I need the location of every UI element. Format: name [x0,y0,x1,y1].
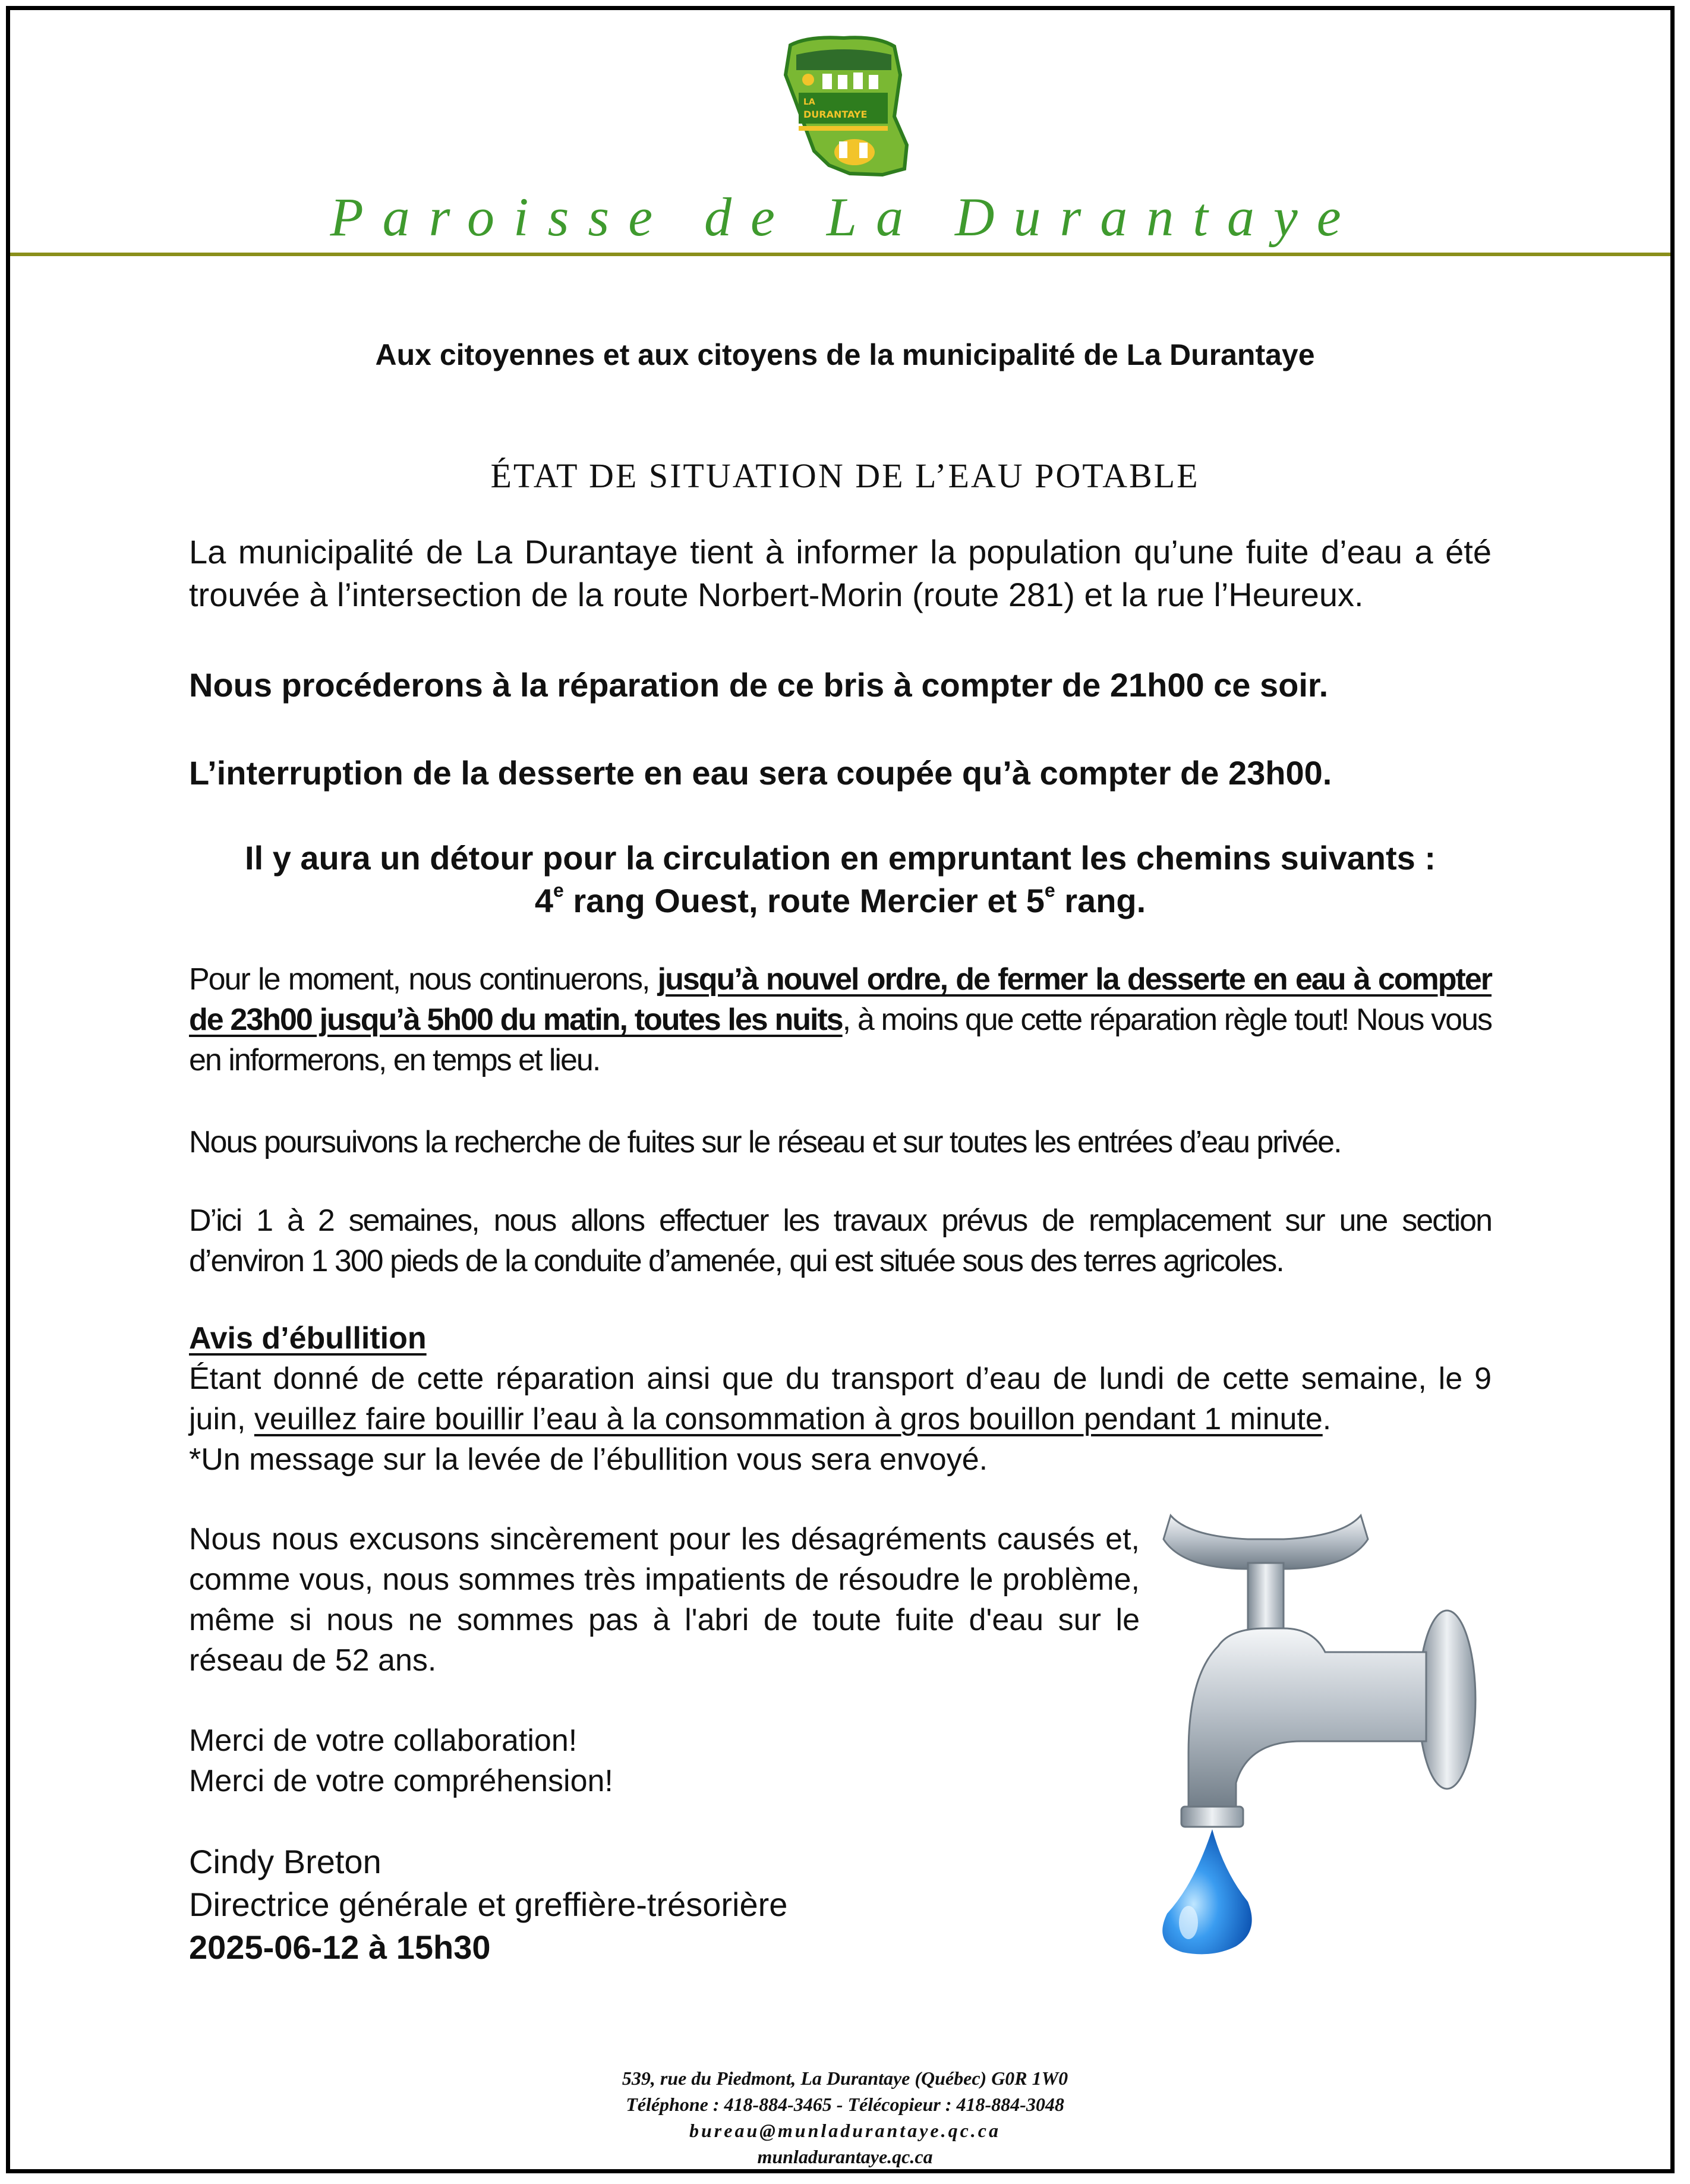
logo-text-line1: LA [803,97,815,107]
search-text: Nous poursuivons la recherche de fuites sur le réseau et sur toutes les entrées d’eau privée. [189,1125,1341,1159]
header-divider [10,253,1670,256]
night-closure-notice: jusqu’à nouvel ordre, de fermer la desserte en eau à compter de 23h00 jusqu’à 5h00 du matin, toutes les nuits [189,962,1492,1037]
interruption-text: L’interruption de la desserte en eau sera coupée qu’à compter de 23h00. [189,754,1332,792]
notice-heading: Aux citoyennes et aux citoyens de la municipalité de La Durantaye [375,338,1315,371]
municipality-logo [773,33,915,179]
notice-subheading: ÉTAT DE SITUATION DE L’EAU POTABLE [490,456,1200,495]
thanks-line-2: Merci de votre compréhension! [189,1764,613,1798]
footer-address: 539, rue du Piedmont, La Durantaye (Québec) G0R 1W0 [622,2068,1068,2089]
search-paragraph [189,1122,1492,1162]
detour-line2: 4e rang Ouest, route Mercier et 5e rang. [534,880,1146,919]
signature-role: Directrice générale et greffière-trésorière [189,1886,788,1923]
apology-paragraph [189,1519,1140,1681]
detour-paragraph [189,837,1492,922]
faucet-icon [1147,1504,1480,1955]
boil-note: *Un message sur la levée de l’ébullition vous sera envoyé. [189,1442,988,1477]
thanks-line-1: Merci de votre collaboration! [189,1723,578,1758]
footer [0,2065,1690,2170]
works-paragraph [189,1200,1492,1281]
repair-text: Nous procéderons à la réparation de ce bris à compter de 21h00 ce soir. [189,666,1329,704]
boil-notice-text: Étant donné de cette réparation ainsi que du transport d’eau de lundi de cette semaine, le 9 juin, veuillez faire bouillir l’eau à la consommation à gros bouillon pendant 1 minute. [189,1362,1492,1436]
moment-text: Pour le moment, nous continuerons, jusqu’à nouvel ordre, de fermer la desserte en eau à compter de 23h00 jusqu’à 5h00 du matin, toutes les nuits, à moins que cette réparation règle tout! Nous vous en informerons, en temps et lieu. [189,962,1492,1077]
detour-line1: Il y aura un détour pour la circulation en empruntant les chemins suivants : [245,839,1436,877]
footer-phone: Téléphone : 418-884-3465 - Télécopieur : 418-884-3048 [626,2094,1064,2115]
interruption-paragraph [189,752,1492,795]
signature-date: 2025-06-12 à 15h30 [189,1928,491,1966]
boil-instruction: veuillez faire bouillir l’eau à la consommation à gros bouillon pendant 1 minute [254,1402,1323,1436]
boil-notice-section [189,1318,1492,1480]
footer-website[interactable]: munladurantaye.qc.ca [757,2146,933,2167]
moment-paragraph [189,959,1492,1080]
boil-notice-title: Avis d’ébullition [189,1321,427,1356]
footer-email[interactable]: bureau@munladurantaye.qc.ca [689,2120,1001,2141]
logo-text-line2: DURANTAYE [803,109,868,120]
works-text: D’ici 1 à 2 semaines, nous allons effectuer les travaux prévus de remplacement sur une section d’environ 1 300 pieds de la conduite d’amenée, qui est située sous des terres agricoles. [189,1203,1492,1278]
intro-text: La municipalité de La Durantaye tient à informer la population qu’une fuite d’eau a été trouvée à l’intersection de la route Norbert-Morin (route 281) et la rue l’Heureux. [189,533,1492,613]
parish-title: Paroisse de La Durantaye [330,187,1360,247]
repair-paragraph [189,664,1492,707]
apology-text: Nous nous excusons sincèrement pour les désagréments causés et, comme vous, nous sommes très impatients de résoudre le problème, même si nous ne sommes pas à l'abri de toute fuite d'eau sur le réseau de 52 ans. [189,1522,1140,1678]
intro-paragraph [189,531,1492,616]
signature-name: Cindy Breton [189,1843,381,1880]
